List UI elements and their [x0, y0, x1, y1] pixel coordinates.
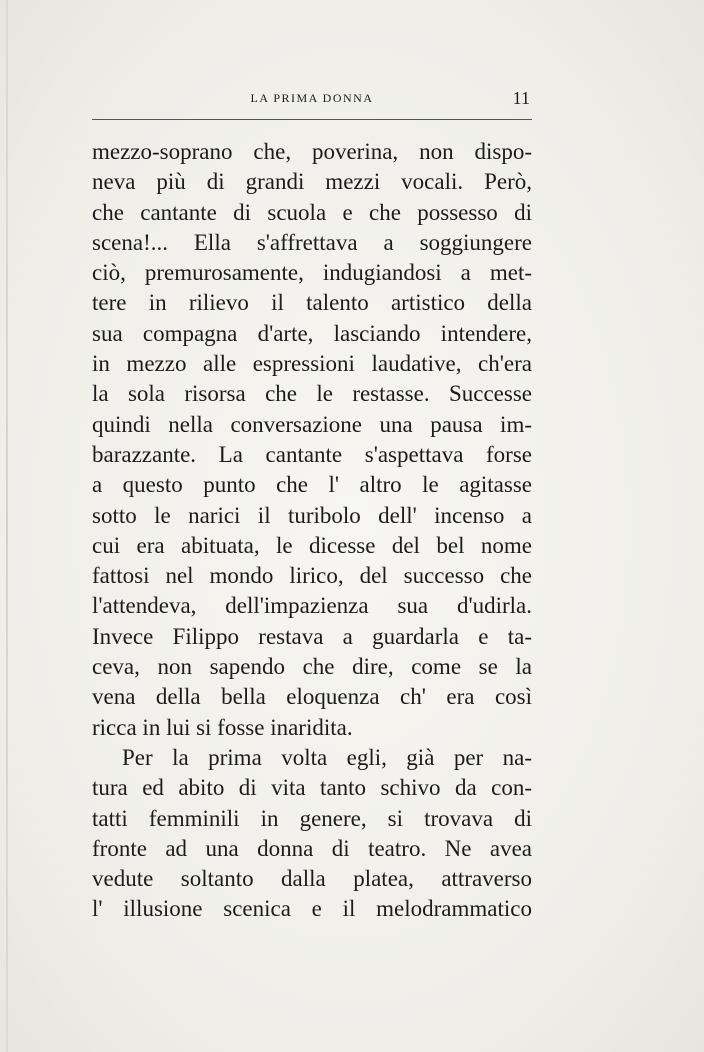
text-line: tere in rilievo il talento artistico della [92, 290, 532, 316]
text-line: Invece Filippo restava a guardarla e ta- [92, 623, 532, 649]
text-line: quindi nella conversazione una pausa im- [92, 411, 532, 437]
body-text [92, 137, 532, 925]
text-line: tura ed abito di vita tanto schivo da con- [92, 775, 532, 801]
text-line: in mezzo alle espressioni laudative, ch'era [92, 351, 532, 377]
text-line: neva più di grandi mezzi vocali. Però, [92, 169, 532, 195]
text-line: fattosi nel mondo lirico, del successo che [92, 563, 532, 589]
text-line: fronte ad una donna di teatro. Ne avea [92, 835, 532, 861]
text-line: a questo punto che l' altro le agitasse [92, 472, 532, 498]
text-line: che cantante di scuola e che possesso di [92, 199, 532, 225]
text-line: vena della bella eloquenza ch' era così [92, 684, 532, 710]
text-line: sotto le narici il turibolo dell' incenso a [92, 502, 532, 528]
text-line: vedute soltanto dalla platea, attraverso [92, 866, 532, 892]
text-line: scena!... Ella s'affrettava a soggiungere [92, 229, 532, 255]
text-line: ceva, non sapendo che dire, come se la [92, 654, 532, 680]
text-line-paragraph-end: ricca in lui si fosse inaridita. [92, 714, 353, 740]
text-line: sua compagna d'arte, lasciando intendere, [92, 320, 532, 346]
text-line-paragraph-start: Per la prima volta egli, già per na- [122, 744, 532, 770]
page-number: 11 [512, 88, 530, 108]
text-line: cui era abituata, le dicesse del bel nome [92, 532, 532, 558]
text-line: barazzante. La cantante s'aspettava forse [92, 441, 532, 467]
running-title: LA PRIMA DONNA [250, 91, 374, 105]
header-rule [92, 119, 532, 120]
text-line: ciò, premurosamente, indugiandosi a met- [92, 260, 532, 286]
text-line: la sola risorsa che le restasse. Successe [92, 381, 532, 407]
text-line: l' illusione scenica e il melodrammatico [92, 896, 532, 922]
running-header [92, 88, 532, 114]
text-line: tatti femminili in genere, si trovava di [92, 805, 532, 831]
text-line: mezzo-soprano che, poverina, non dispo- [92, 139, 532, 164]
text-line: l'attendeva, dell'impazienza sua d'udirla. [92, 593, 532, 619]
page-edge-shadow [6, 0, 8, 1052]
